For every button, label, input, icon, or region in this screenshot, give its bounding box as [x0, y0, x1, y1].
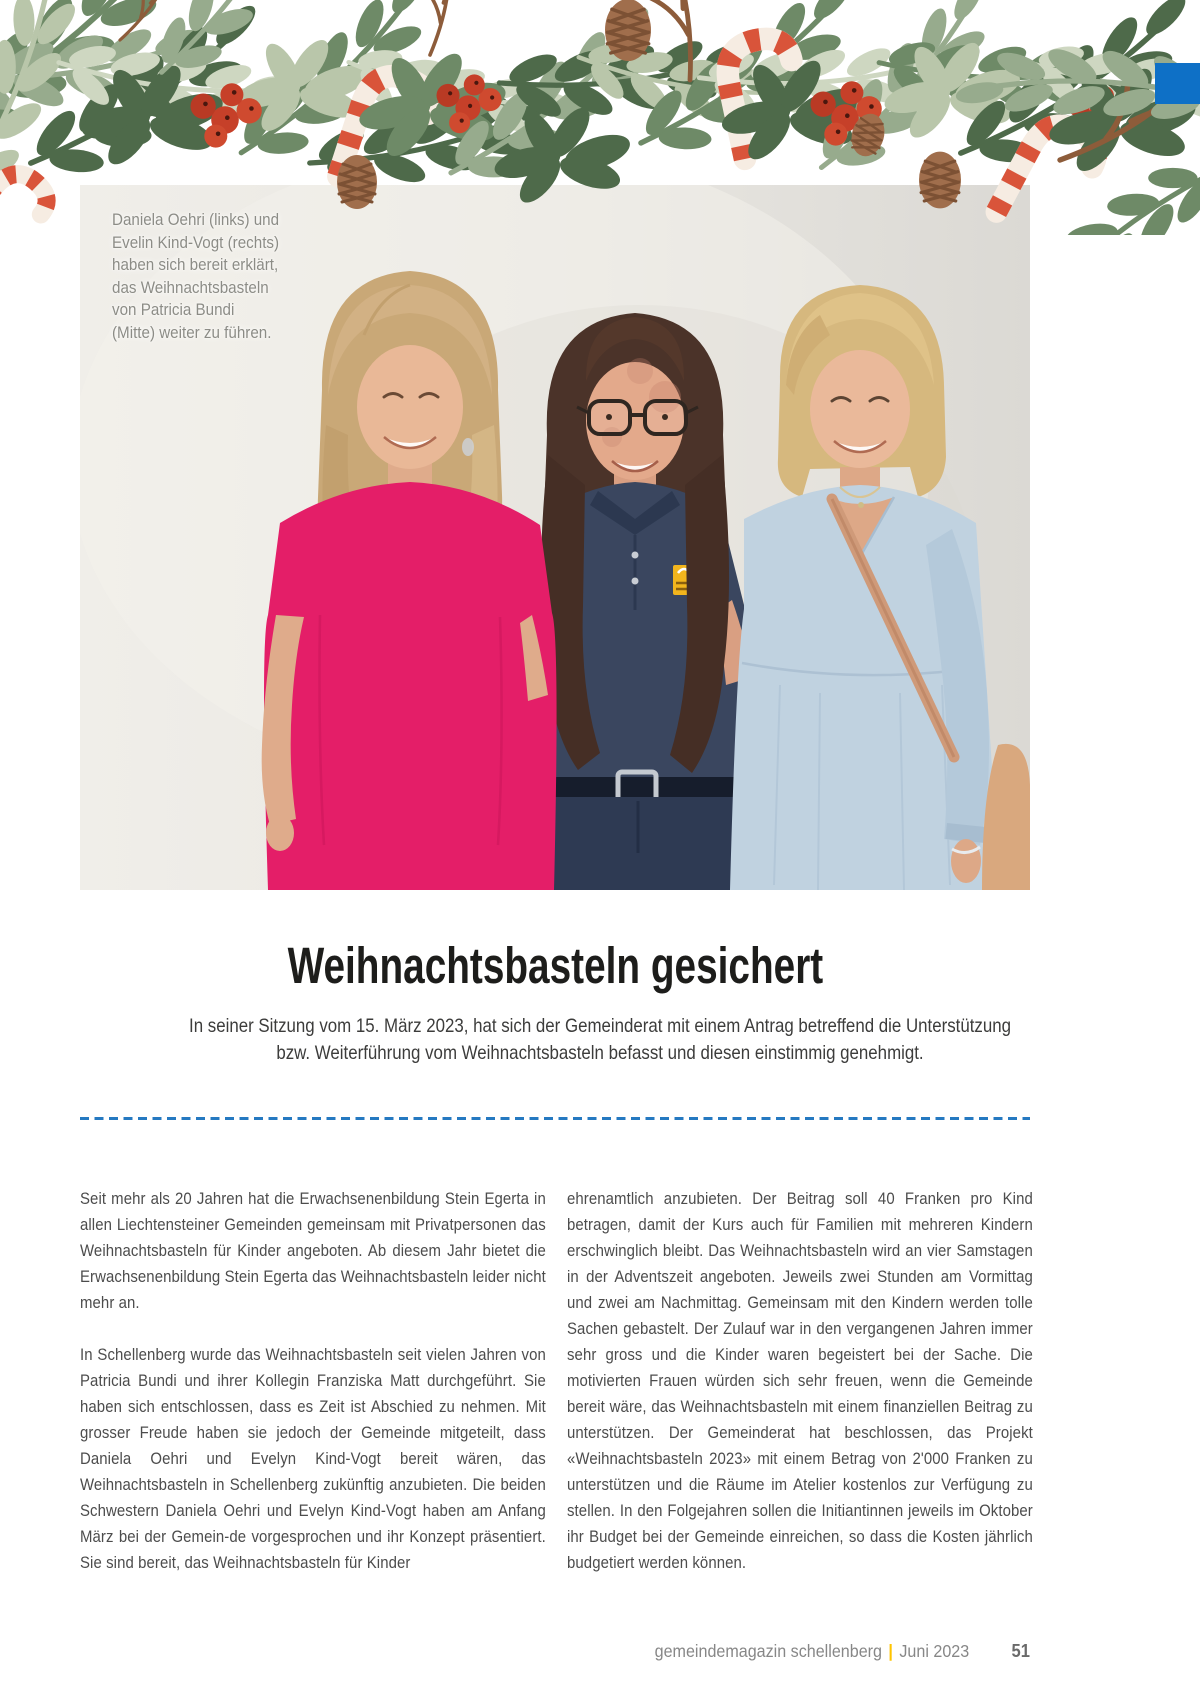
paragraph: In Schellenberg wurde das Weihnachtsbasteln seit vielen Jahren von Patricia Bundi und ihrer Kollegin Franziska Matt durchgeführt. Sie haben sich entschlossen, dass es Zeit ist Abschied zu nehmen. Mit grosser Freude haben sie jedoch der Gemeinde mitgeteilt, dass Daniela Oehri und Evelyn Kind-Vogt bereit wären, das Weihnachtsbasteln in Schellenberg zukünftig anzubieten. Die beiden Schwestern Daniela Oehri und Evelyn Kind-Vogt haben am Anfang März bei der Gemein-de vorgesprochen und ihr Konzept präsentiert. Sie sind bereit, das Weihnachtsbasteln für Kinder	[80, 1345, 546, 1572]
page-number: 51	[1011, 1641, 1030, 1661]
dashed-divider	[80, 1117, 1030, 1120]
title-wrap	[80, 936, 1030, 995]
article-title: Weihnachtsbasteln gesichert	[287, 937, 823, 994]
garland-svg	[0, 0, 1200, 235]
pine-cone-icon	[605, 0, 651, 61]
belt	[546, 777, 740, 799]
lead-line-2: bzw. Weiterführung vom Weihnachtsbasteln befasst und diesen einstimmig genehmigt.	[276, 1042, 924, 1064]
article-lead	[0, 1013, 1200, 1067]
accent-square	[1155, 63, 1200, 104]
lead-line-1: In seiner Sitzung vom 15. März 2023, hat sich der Gemeinderat mit einem Antrag betreffend die Unterstützung	[189, 1015, 1011, 1037]
footer-issue: Juni 2023	[899, 1641, 970, 1661]
earring	[462, 438, 474, 456]
footer-separator: |	[888, 1641, 893, 1661]
paragraph: Seit mehr als 20 Jahren hat die Erwachsenenbildung Stein Egerta in allen Liechtensteiner Gemeinden gemeinsam mit Privatpersonen das Weihnachtsbasteln für Kinder angeboten. Ab diesem Jahr bietet die Erwachsenenbildung Stein Egerta das Weihnachtsbasteln leider nicht mehr an.	[80, 1189, 546, 1312]
body-column-left	[80, 1186, 546, 1602]
article-photo	[80, 185, 1030, 890]
photo-caption: Daniela Oehri (links) und Evelin Kind-Vogt (rechts) haben sich bereit erklärt, das Weihnachtsbasteln von Patricia Bundi (Mitte) weiter zu führen.	[112, 211, 280, 342]
paragraph: ehrenamtlich anzubieten. Der Beitrag soll 40 Franken pro Kind betragen, damit der Kurs auch für Familien mit mehreren Kindern erschwinglich bleibt. Das Weihnachtsbasteln wird an vier Samstagen in der Adventszeit angeboten. Jeweils zwei Stunden am Vormittag und zwei am Nachmittag. Gemeinsam mit den Kindern werden tolle Sachen gebastelt. Der Zulauf war in den vergangenen Jahren immer sehr gross und die Kinder waren begeistert bei der Sache. Die motivierten Frauen würden sich sehr freuen, wenn die Gemeinde bereit wäre, das Weihnachtsbasteln mit einem finanziellen Beitrag zu unterstützen. Der Gemeinderat hat beschlossen, das Projekt «Weihnachtsbasteln 2023» mit einem Betrag von 2'000 Franken zu unterstützen und die Räume im Atelier kostenlos zur Verfügung zu stellen. In den Folgejahren sollen die Initiantinnen jeweils im Oktober ihr Budget bei der Gemeinde einreichen, so dass die Kosten jährlich budgetiert werden können.	[567, 1189, 1033, 1572]
footer-magazine-name: gemeindemagazin schellenberg	[654, 1641, 883, 1661]
christmas-garland-decoration	[0, 0, 1200, 235]
body-column-right	[567, 1186, 1033, 1602]
page-footer	[655, 1641, 1030, 1662]
